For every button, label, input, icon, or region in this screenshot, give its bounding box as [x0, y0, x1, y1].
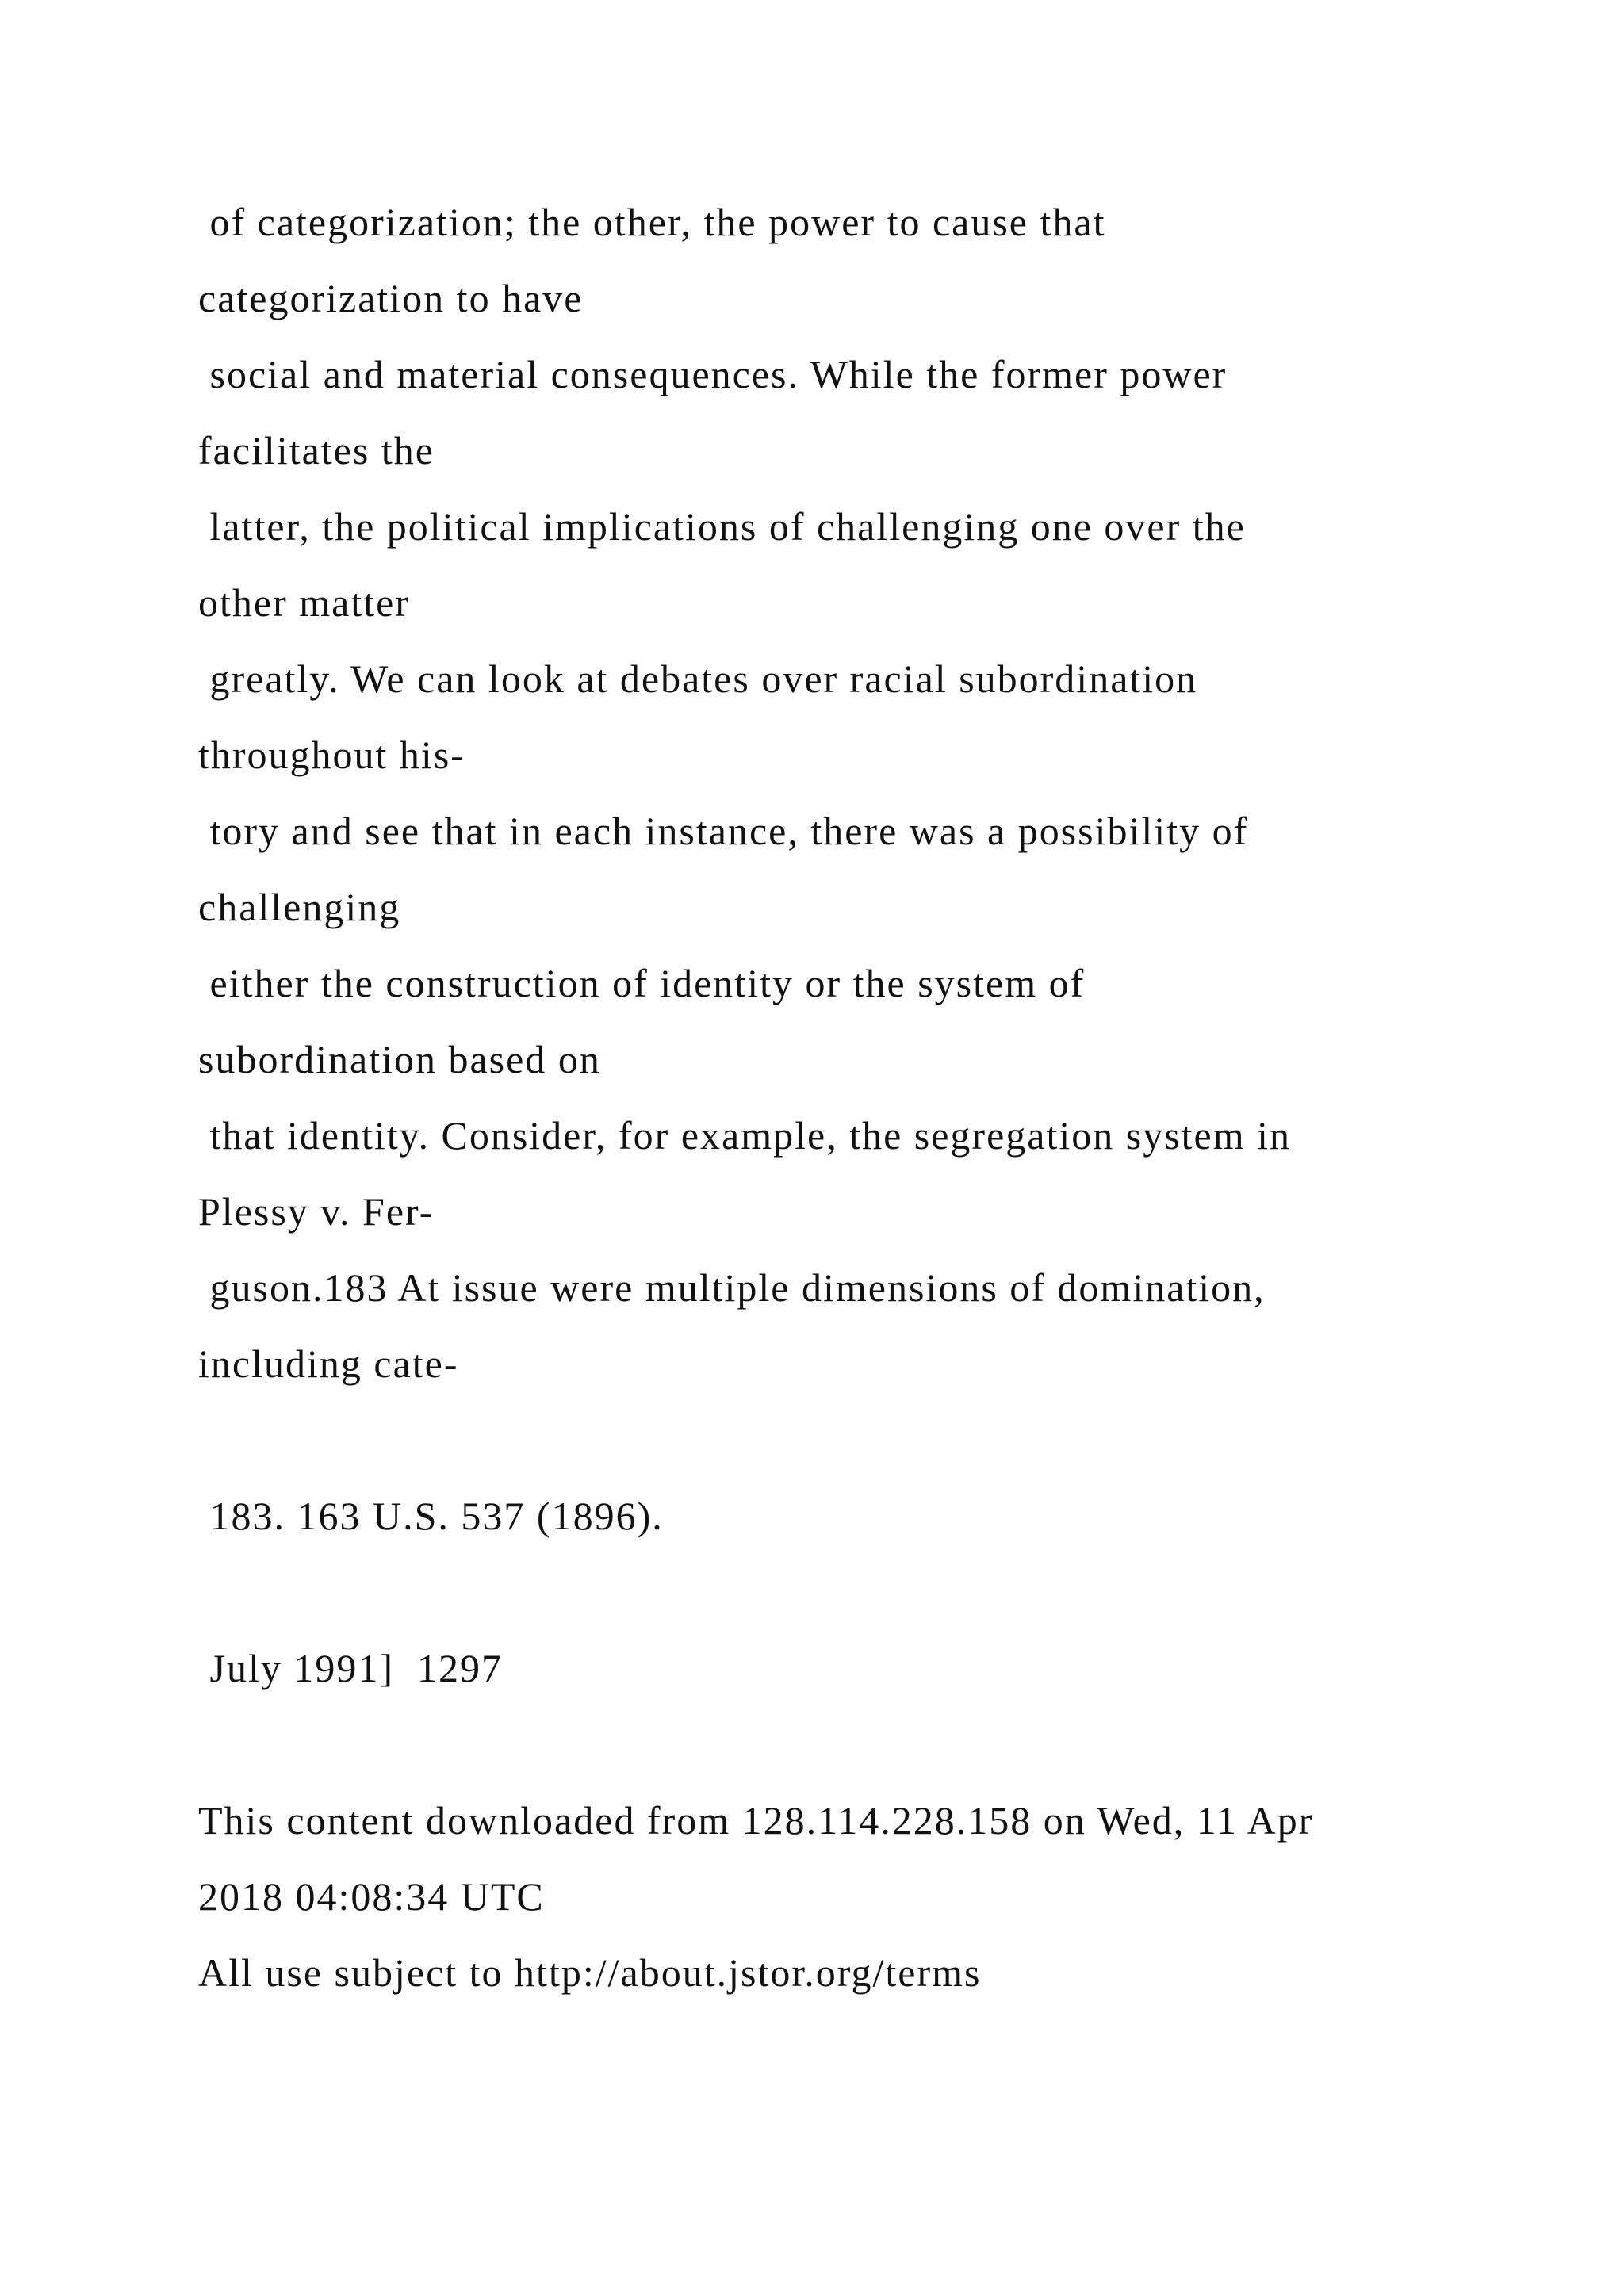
- body-line: facilitates the: [198, 428, 435, 473]
- body-line: social and material consequences. While the former power: [198, 352, 1228, 396]
- page-footer: July 1991] 1297: [198, 1646, 503, 1690]
- body-line: either the construction of identity or the system of: [198, 961, 1086, 1005]
- body-line: guson.183 At issue were multiple dimensions of domination,: [198, 1265, 1266, 1310]
- download-notice-line: This content downloaded from 128.114.228.158 on Wed, 11 Apr: [198, 1798, 1314, 1843]
- body-line: other matter: [198, 580, 410, 625]
- body-line: subordination based on: [198, 1037, 601, 1081]
- body-line: including cate-: [198, 1341, 459, 1386]
- terms-notice: All use subject to http://about.jstor.org/terms: [198, 1950, 982, 1995]
- body-line: latter, the political implications of challenging one over the: [198, 504, 1246, 549]
- body-line: challenging: [198, 885, 401, 929]
- body-line: greatly. We can look at debates over racial subordination: [198, 656, 1198, 701]
- body-line: tory and see that in each instance, there was a possibility of: [198, 809, 1249, 853]
- body-line: throughout his-: [198, 733, 465, 777]
- body-line: categorization to have: [198, 276, 584, 320]
- body-line: that identity. Consider, for example, the segregation system in: [198, 1113, 1292, 1158]
- body-line: Plessy v. Fer-: [198, 1189, 435, 1234]
- download-notice-line: 2018 04:08:34 UTC: [198, 1874, 545, 1919]
- footnote: 183. 163 U.S. 537 (1896).: [198, 1494, 664, 1538]
- body-line: of categorization; the other, the power to cause that: [198, 200, 1106, 244]
